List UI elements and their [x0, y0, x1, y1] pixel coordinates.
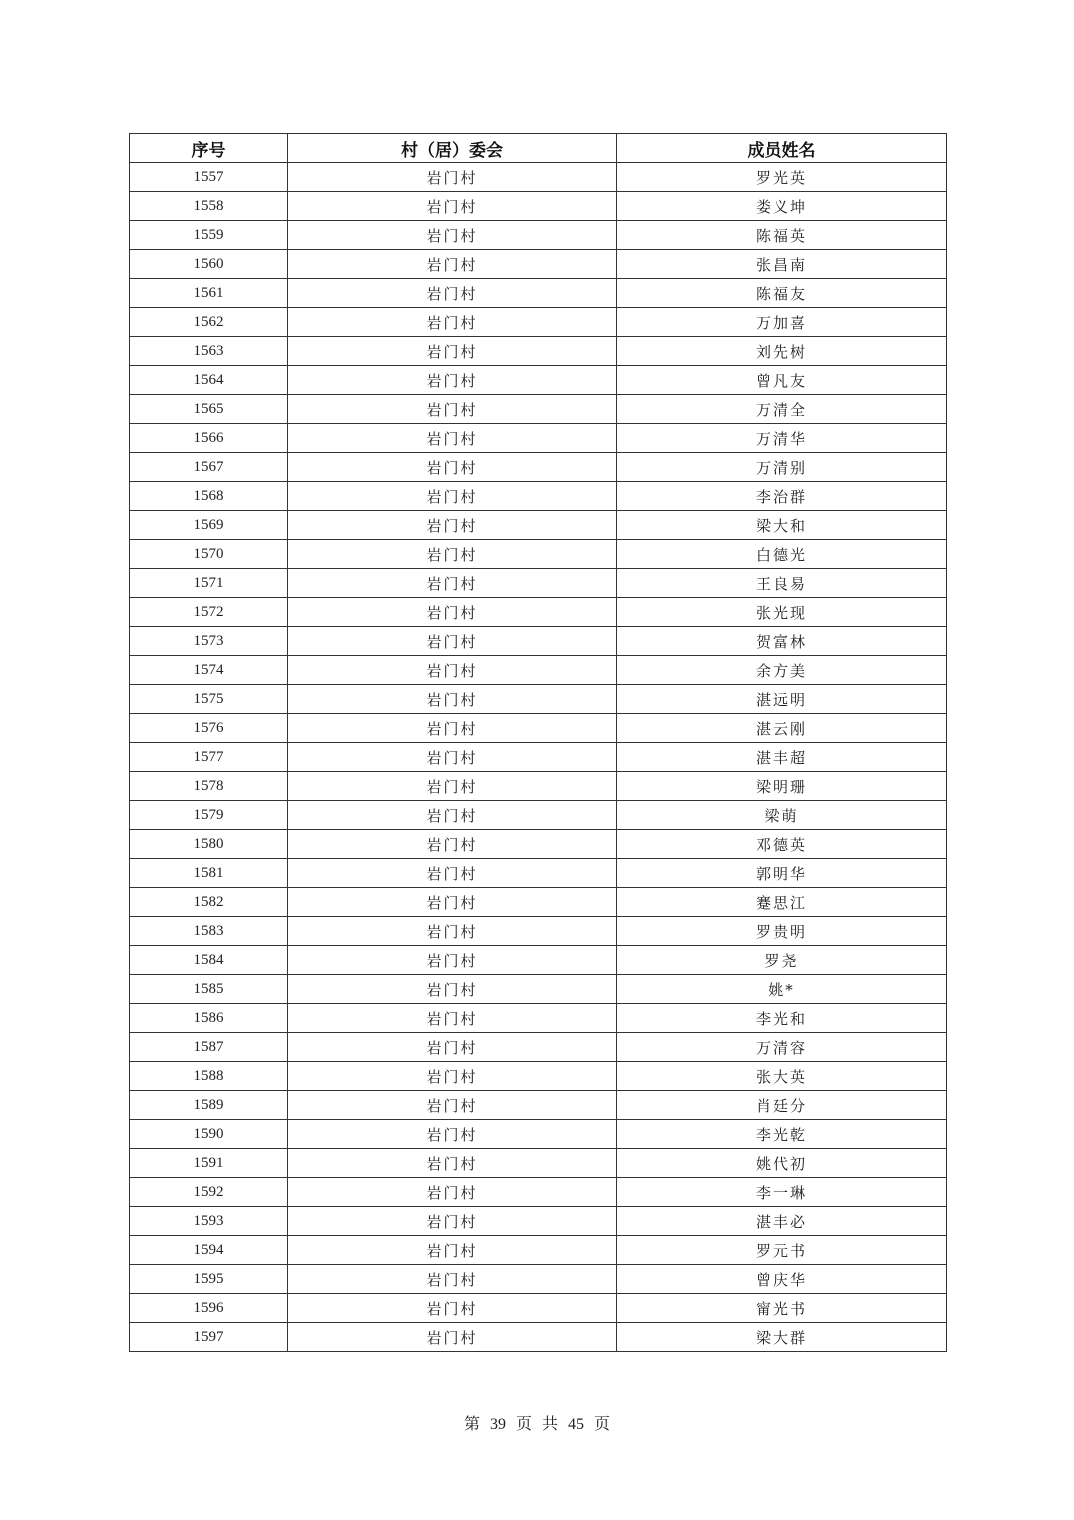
village-cell: 岩门村	[288, 859, 617, 888]
serial-number-cell: 1596	[130, 1294, 288, 1323]
village-cell: 岩门村	[288, 453, 617, 482]
serial-number-cell: 1577	[130, 743, 288, 772]
village-cell: 岩门村	[288, 1294, 617, 1323]
serial-number-cell: 1583	[130, 917, 288, 946]
serial-number-cell: 1561	[130, 279, 288, 308]
village-cell: 岩门村	[288, 511, 617, 540]
member-name-cell: 万清别	[617, 453, 947, 482]
member-name-cell: 白德光	[617, 540, 947, 569]
table-row	[130, 366, 947, 395]
village-cell: 岩门村	[288, 1033, 617, 1062]
serial-number-cell: 1585	[130, 975, 288, 1004]
serial-number-cell: 1569	[130, 511, 288, 540]
serial-number-cell: 1592	[130, 1178, 288, 1207]
serial-number-cell: 1597	[130, 1323, 288, 1352]
table-row	[130, 1207, 947, 1236]
table-row	[130, 656, 947, 685]
table-row	[130, 511, 947, 540]
village-cell: 岩门村	[288, 917, 617, 946]
table-row	[130, 627, 947, 656]
village-cell: 岩门村	[288, 772, 617, 801]
member-name-cell: 湛云刚	[617, 714, 947, 743]
member-name-cell: 曾凡友	[617, 366, 947, 395]
header-serial-number: 序号	[130, 134, 288, 163]
table-row	[130, 279, 947, 308]
serial-number-cell: 1591	[130, 1149, 288, 1178]
serial-number-cell: 1572	[130, 598, 288, 627]
village-cell: 岩门村	[288, 1120, 617, 1149]
table-row	[130, 453, 947, 482]
table-row	[130, 946, 947, 975]
table-row	[130, 1323, 947, 1352]
village-cell: 岩门村	[288, 279, 617, 308]
table-row	[130, 163, 947, 192]
member-name-cell: 姚代初	[617, 1149, 947, 1178]
member-name-cell: 梁大群	[617, 1323, 947, 1352]
table-row	[130, 1033, 947, 1062]
serial-number-cell: 1565	[130, 395, 288, 424]
member-name-cell: 蹇思江	[617, 888, 947, 917]
member-name-cell: 张大英	[617, 1062, 947, 1091]
village-cell: 岩门村	[288, 627, 617, 656]
village-cell: 岩门村	[288, 714, 617, 743]
serial-number-cell: 1568	[130, 482, 288, 511]
village-cell: 岩门村	[288, 975, 617, 1004]
table-header-row	[130, 134, 947, 163]
member-name-cell: 娄义坤	[617, 192, 947, 221]
member-name-cell: 陈福友	[617, 279, 947, 308]
serial-number-cell: 1562	[130, 308, 288, 337]
member-name-cell: 湛丰超	[617, 743, 947, 772]
table-row	[130, 1120, 947, 1149]
member-name-cell: 李光和	[617, 1004, 947, 1033]
village-cell: 岩门村	[288, 337, 617, 366]
village-cell: 岩门村	[288, 946, 617, 975]
member-name-cell: 刘先树	[617, 337, 947, 366]
serial-number-cell: 1564	[130, 366, 288, 395]
member-name-cell: 王良易	[617, 569, 947, 598]
member-name-cell: 贺富林	[617, 627, 947, 656]
village-cell: 岩门村	[288, 424, 617, 453]
serial-number-cell: 1576	[130, 714, 288, 743]
serial-number-cell: 1559	[130, 221, 288, 250]
table-row	[130, 308, 947, 337]
table-row	[130, 221, 947, 250]
footer-prefix: 第	[463, 1416, 480, 1433]
table-row	[130, 1004, 947, 1033]
member-name-cell: 肖廷分	[617, 1091, 947, 1120]
member-name-cell: 李治群	[617, 482, 947, 511]
table-row	[130, 1294, 947, 1323]
table-row	[130, 801, 947, 830]
village-cell: 岩门村	[288, 395, 617, 424]
serial-number-cell: 1580	[130, 830, 288, 859]
village-cell: 岩门村	[288, 250, 617, 279]
village-cell: 岩门村	[288, 163, 617, 192]
member-name-cell: 余方美	[617, 656, 947, 685]
table-row	[130, 743, 947, 772]
table-row	[130, 1236, 947, 1265]
serial-number-cell: 1582	[130, 888, 288, 917]
header-member-name: 成员姓名	[617, 134, 947, 163]
village-cell: 岩门村	[288, 1004, 617, 1033]
member-name-cell: 李一琳	[617, 1178, 947, 1207]
serial-number-cell: 1566	[130, 424, 288, 453]
member-name-cell: 罗元书	[617, 1236, 947, 1265]
serial-number-cell: 1593	[130, 1207, 288, 1236]
member-name-cell: 张光现	[617, 598, 947, 627]
member-name-cell: 湛远明	[617, 685, 947, 714]
village-cell: 岩门村	[288, 569, 617, 598]
footer-page-word: 页	[515, 1416, 532, 1433]
table-row	[130, 772, 947, 801]
village-cell: 岩门村	[288, 598, 617, 627]
village-cell: 岩门村	[288, 308, 617, 337]
village-cell: 岩门村	[288, 192, 617, 221]
serial-number-cell: 1567	[130, 453, 288, 482]
table-row	[130, 540, 947, 569]
member-name-cell: 梁明珊	[617, 772, 947, 801]
serial-number-cell: 1578	[130, 772, 288, 801]
village-cell: 岩门村	[288, 482, 617, 511]
serial-number-cell: 1590	[130, 1120, 288, 1149]
table-row	[130, 424, 947, 453]
village-cell: 岩门村	[288, 888, 617, 917]
serial-number-cell: 1594	[130, 1236, 288, 1265]
village-cell: 岩门村	[288, 1062, 617, 1091]
footer-total-word: 共	[542, 1416, 559, 1433]
member-name-cell: 姚*	[617, 975, 947, 1004]
table-row	[130, 569, 947, 598]
village-cell: 岩门村	[288, 685, 617, 714]
member-table	[129, 133, 947, 1352]
serial-number-cell: 1563	[130, 337, 288, 366]
member-name-cell: 梁萌	[617, 801, 947, 830]
village-cell: 岩门村	[288, 656, 617, 685]
footer-current-page: 39	[489, 1416, 506, 1433]
member-name-cell: 湛丰必	[617, 1207, 947, 1236]
member-name-cell: 邓德英	[617, 830, 947, 859]
member-name-cell: 万加喜	[617, 308, 947, 337]
table-row	[130, 917, 947, 946]
village-cell: 岩门村	[288, 1323, 617, 1352]
table-row	[130, 714, 947, 743]
table-row	[130, 830, 947, 859]
serial-number-cell: 1574	[130, 656, 288, 685]
table-row	[130, 1062, 947, 1091]
member-name-cell: 陈福英	[617, 221, 947, 250]
member-name-cell: 甯光书	[617, 1294, 947, 1323]
village-cell: 岩门村	[288, 366, 617, 395]
table-row	[130, 250, 947, 279]
table-row	[130, 598, 947, 627]
table-body	[130, 163, 947, 1352]
serial-number-cell: 1581	[130, 859, 288, 888]
table-row	[130, 192, 947, 221]
serial-number-cell: 1557	[130, 163, 288, 192]
serial-number-cell: 1584	[130, 946, 288, 975]
table-row	[130, 1178, 947, 1207]
village-cell: 岩门村	[288, 1236, 617, 1265]
table-row	[130, 337, 947, 366]
table-row	[130, 975, 947, 1004]
member-name-cell: 罗光英	[617, 163, 947, 192]
serial-number-cell: 1571	[130, 569, 288, 598]
serial-number-cell: 1586	[130, 1004, 288, 1033]
serial-number-cell: 1575	[130, 685, 288, 714]
table-row	[130, 888, 947, 917]
serial-number-cell: 1595	[130, 1265, 288, 1294]
village-cell: 岩门村	[288, 1149, 617, 1178]
member-name-cell: 罗贵明	[617, 917, 947, 946]
serial-number-cell: 1570	[130, 540, 288, 569]
village-cell: 岩门村	[288, 1178, 617, 1207]
village-cell: 岩门村	[288, 1207, 617, 1236]
village-cell: 岩门村	[288, 801, 617, 830]
serial-number-cell: 1587	[130, 1033, 288, 1062]
village-cell: 岩门村	[288, 830, 617, 859]
member-name-cell: 曾庆华	[617, 1265, 947, 1294]
village-cell: 岩门村	[288, 540, 617, 569]
table-row	[130, 685, 947, 714]
serial-number-cell: 1588	[130, 1062, 288, 1091]
village-cell: 岩门村	[288, 743, 617, 772]
table-row	[130, 1091, 947, 1120]
serial-number-cell: 1579	[130, 801, 288, 830]
village-cell: 岩门村	[288, 1091, 617, 1120]
member-name-cell: 李光乾	[617, 1120, 947, 1149]
serial-number-cell: 1560	[130, 250, 288, 279]
village-cell: 岩门村	[288, 221, 617, 250]
footer-suffix: 页	[594, 1416, 611, 1433]
footer-total-pages: 45	[568, 1416, 585, 1433]
member-name-cell: 万清全	[617, 395, 947, 424]
member-name-cell: 万清容	[617, 1033, 947, 1062]
table-row	[130, 1149, 947, 1178]
page-footer	[0, 1411, 1074, 1434]
table-row	[130, 395, 947, 424]
serial-number-cell: 1573	[130, 627, 288, 656]
member-name-cell: 罗尧	[617, 946, 947, 975]
member-name-cell: 张昌南	[617, 250, 947, 279]
member-name-cell: 梁大和	[617, 511, 947, 540]
serial-number-cell: 1589	[130, 1091, 288, 1120]
member-name-cell: 万清华	[617, 424, 947, 453]
header-village-committee: 村（居）委会	[288, 134, 617, 163]
table-row	[130, 859, 947, 888]
serial-number-cell: 1558	[130, 192, 288, 221]
table-row	[130, 1265, 947, 1294]
table-row	[130, 482, 947, 511]
village-cell: 岩门村	[288, 1265, 617, 1294]
member-name-cell: 郭明华	[617, 859, 947, 888]
